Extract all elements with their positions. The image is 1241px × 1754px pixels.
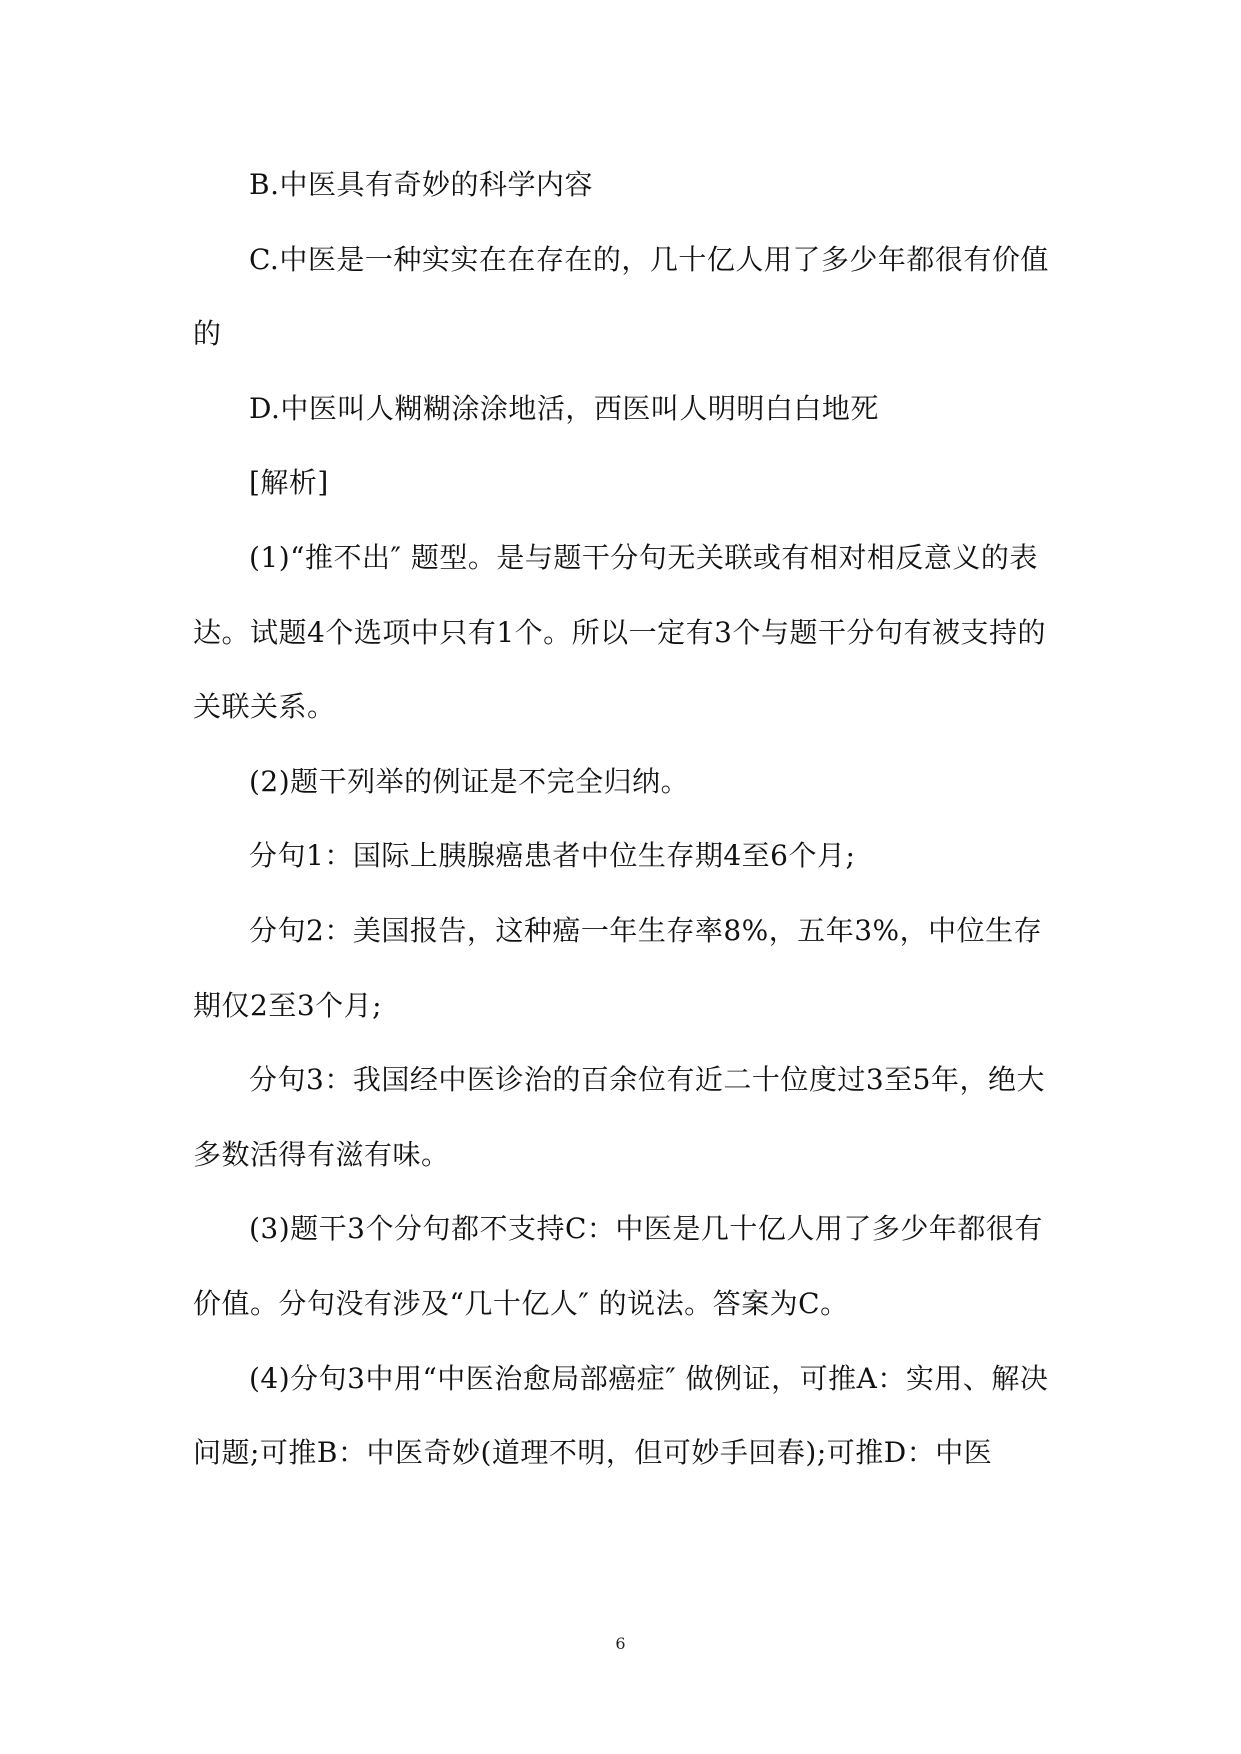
analysis-point-1: (1)“推不出″ 题型。是与题干分句无关联或有相对相反意义的表达。试题4个选项中只有1个。所以一定有3个与题干分句有被支持的关联关系。 xyxy=(193,540,1046,724)
document-body xyxy=(193,148,1058,1491)
clause-3-paragraph: 分句3：我国经中医诊治的百余位有近二十位度过3至5年，绝大多数活得有滋有味。 xyxy=(193,1063,1045,1171)
option-c-paragraph: C.中医是一种实实在在存在的，几十亿人用了多少年都很有价值的 xyxy=(193,242,1049,351)
analysis-point-3: (3)题干3个分句都不支持C：中医是几十亿人用了多少年都很有价值。分句没有涉及“几十亿人″ 的说法。答案为C。 xyxy=(193,1212,1043,1320)
analysis-heading: [解析] xyxy=(249,466,329,500)
option-d-paragraph: D.中医叫人糊糊涂涂地活，西医叫人明明白白地死 xyxy=(249,391,879,425)
option-b-paragraph: B.中医具有奇妙的科学内容 xyxy=(249,168,593,201)
page-number: 6 xyxy=(615,1634,626,1653)
analysis-point-4: (4)分句3中用“中医治愈局部癌症″ 做例证，可推A：实用、解决问题;可推B：中医奇妙(道理不明，但可妙手回春);可推D：中医 xyxy=(193,1361,1049,1470)
analysis-point-2: (2)题干列举的例证是不完全归纳。 xyxy=(249,764,690,798)
clause-1-paragraph: 分句1：国际上胰腺癌患者中位生存期4至6个月; xyxy=(249,839,856,873)
clause-2-paragraph: 分句2：美国报告，这种癌一年生存率8%，五年3%，中位生存期仅2至3个月; xyxy=(193,913,1043,1022)
